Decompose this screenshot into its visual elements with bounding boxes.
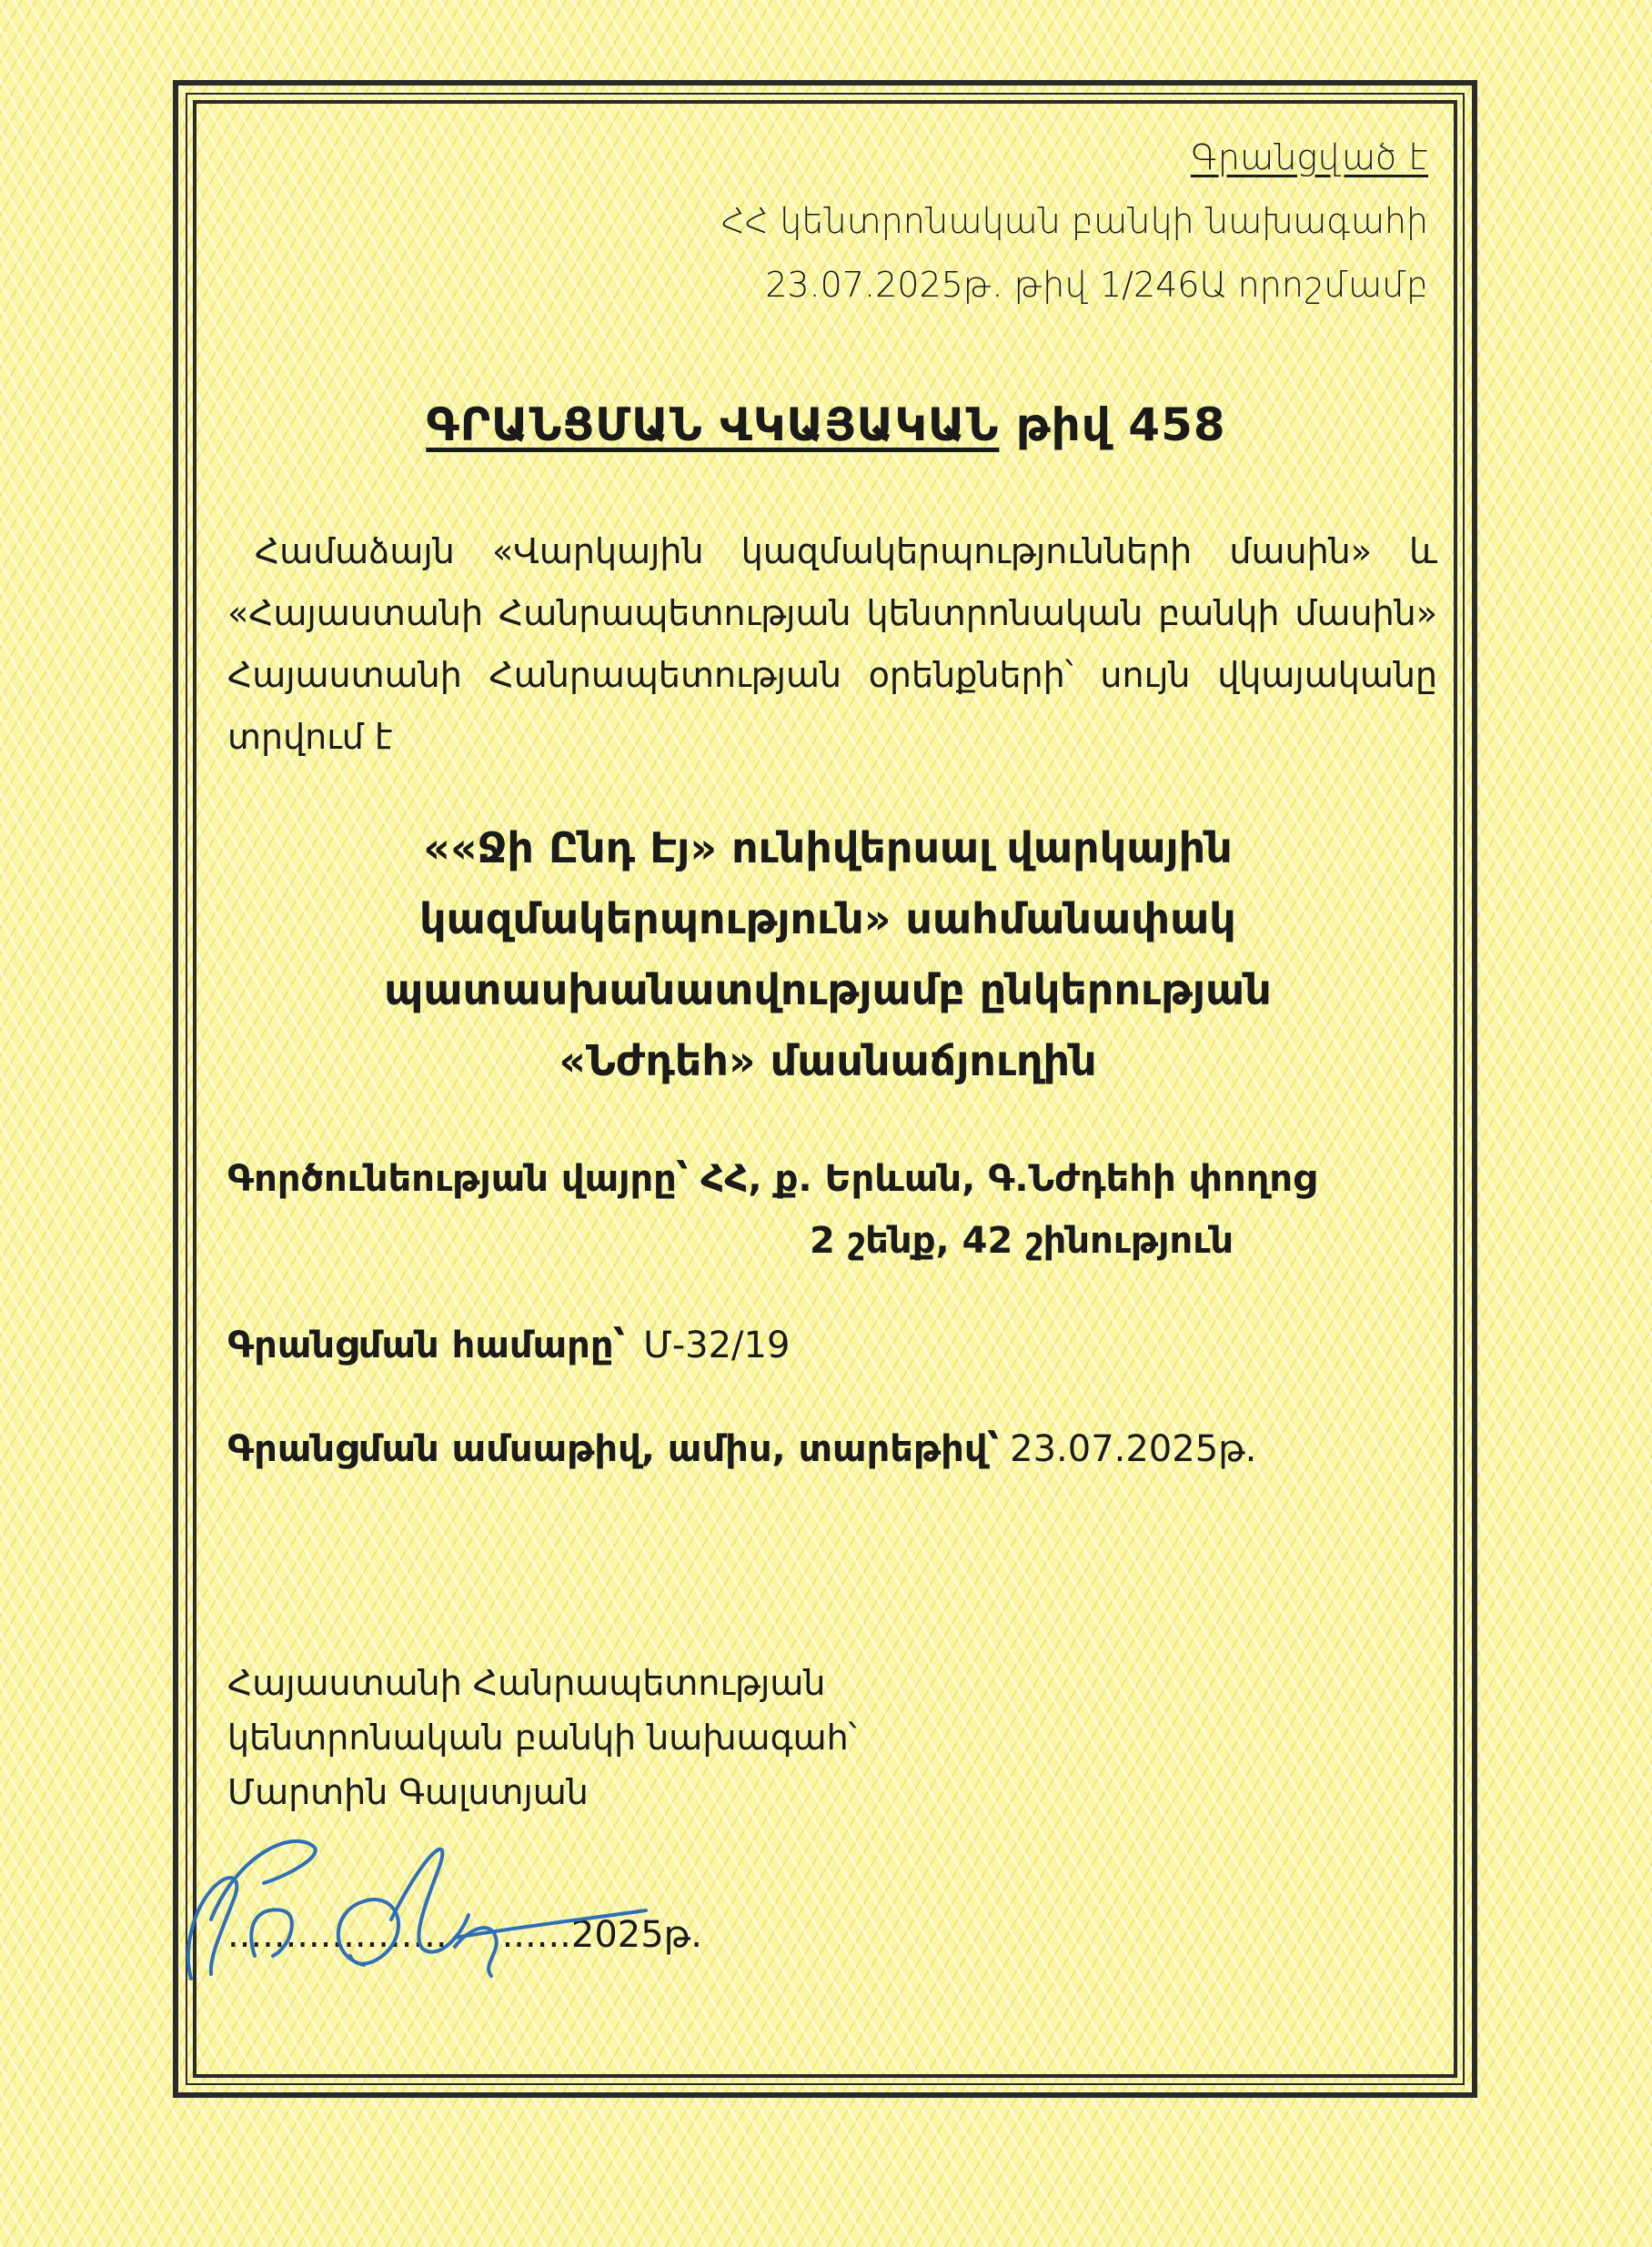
registration-number-value: Մ-32/19 (643, 1325, 791, 1366)
organization-name-line-3: պատասխանատվությամբ ընկերության (384, 965, 1272, 1014)
registration-number (227, 1325, 790, 1366)
registration-date (227, 1428, 1256, 1470)
handwritten-signature (155, 1819, 664, 1992)
signer-line-1: Հայաստանի Հանրապետության (227, 1663, 826, 1703)
approval-line-1: Գրանցված է (1190, 137, 1428, 177)
organization-name-line-1: ««Ջի Ընդ Էյ» ունիվերսալ վարկային (423, 823, 1233, 872)
registration-date-value: 23.07.2025թ. (1010, 1428, 1257, 1470)
organization-name (309, 812, 1346, 1096)
certificate-title (227, 398, 1425, 451)
signer-name: Մարտին Գալստյան (227, 1772, 589, 1812)
location-line-1: Գործունեության վայրը՝ ՀՀ, ք. Երևան, Գ.Նժդեհի փողոց (227, 1158, 1316, 1200)
signer-line-2: կենտրոնական բանկի նախագահ՝ (227, 1718, 857, 1758)
intro-paragraph: Համաձայն «Վարկային կազմակերպությունների մասին» և «Հայաստանի Հանրապետության կենտրոնական բանկի մասին» Հայաստանի Հանրապետության օրենքների՝ սույն վկայականը տրվում է (227, 531, 1437, 757)
organization-name-line-2: կազմակերպություն» սահմանափակ (419, 894, 1236, 943)
location-line-2: 2 շենք, 42 շինություն (810, 1220, 1234, 1262)
approval-stamp-text (609, 126, 1428, 317)
certificate-title-main: ԳՐԱՆՑՄԱՆ ՎԿԱՅԱԿԱՆ (426, 398, 1000, 451)
organization-name-line-4: «Նժդեհ» մասնաճյուղին (559, 1036, 1097, 1085)
approval-line-3: 23.07.2025թ. թիվ 1/246Ա որոշմամբ (765, 265, 1428, 305)
signer-block (227, 1656, 857, 1819)
certificate-number: թիվ 458 (1015, 398, 1226, 451)
registration-date-label: Գրանցման ամսաթիվ, ամիս, տարեթիվ՝ (227, 1428, 1000, 1470)
approval-line-2: ՀՀ կենտրոնական բանկի նախագահի (721, 201, 1428, 241)
business-location (227, 1148, 1437, 1272)
signature-dots: ................... (227, 1914, 448, 1956)
signature-date: ......2025թ. (501, 1914, 702, 1956)
registration-number-label: Գրանցման համարը՝ (227, 1325, 626, 1366)
